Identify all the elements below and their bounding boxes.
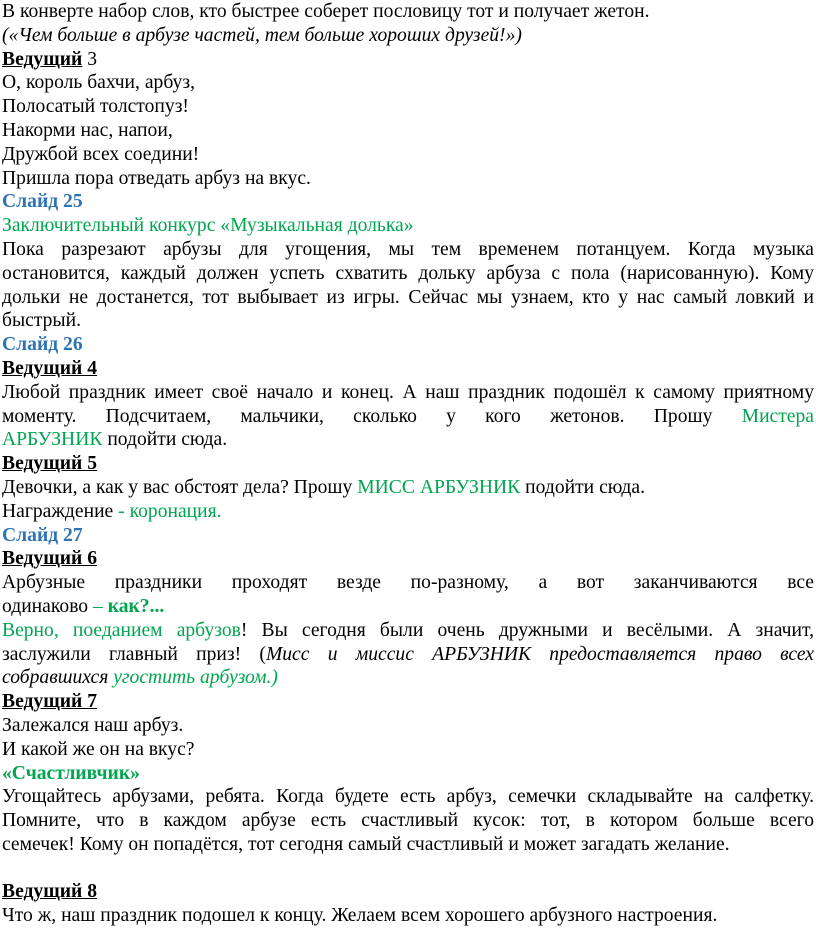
host-7-line-2: И какой же он на вкус? bbox=[2, 738, 195, 760]
eating-highlight: Верно, поеданием арбузов bbox=[2, 619, 241, 641]
poem-line-4: Дружбой всех соедини! bbox=[2, 143, 200, 165]
host-6-line-3 bbox=[2, 619, 814, 643]
lucky-line-3: семечек! Кому он попадётся, тот сегодня самый счастливый и может загадать желание. bbox=[2, 833, 730, 855]
host-5-text-end: подойти сюда. bbox=[520, 476, 645, 498]
how-question: как?... bbox=[107, 595, 165, 617]
host-6-line-5 bbox=[2, 666, 814, 690]
award-label: Награждение bbox=[2, 500, 119, 522]
lucky-heading: «Счастливчик» bbox=[2, 762, 140, 784]
host-6-text: одинаково bbox=[2, 595, 94, 617]
host-7-heading: Ведущий 7 bbox=[2, 691, 98, 713]
slide-26-heading: Слайд 26 bbox=[2, 334, 83, 356]
intro-line: В конверте набор слов, кто быстрее соберет пословицу тот и получает жетон. bbox=[2, 1, 650, 22]
host-7-line-1: Залежался наш арбуз. bbox=[2, 714, 184, 736]
host-6-line-4 bbox=[2, 643, 814, 667]
host-number: 3 bbox=[82, 48, 98, 70]
taste-line: Пришла пора отведать арбуз на вкус. bbox=[2, 167, 311, 189]
coronation-highlight: - коронация. bbox=[118, 500, 222, 522]
miss-arbuznik-highlight: МИСС АРБУЗНИК bbox=[357, 476, 521, 498]
host-4-text-end: подойти сюда. bbox=[102, 429, 228, 451]
host-4-line-1: Любой праздник имеет своё начало и конец. А наш праздник подошёл к самому приятному bbox=[2, 381, 814, 403]
contest-text-line-3: дольки не достанется, тот выбывает из игры. Сейчас мы узнаем, кто у нас самый ловкий и bbox=[2, 286, 814, 308]
host-4-heading: Ведущий 4 bbox=[2, 357, 98, 379]
poem-line-2: Полосатый толстопуз! bbox=[2, 96, 189, 118]
blank-line bbox=[2, 857, 814, 881]
slide-25-heading: Слайд 25 bbox=[2, 191, 83, 213]
arbuznik-highlight: АРБУЗНИК bbox=[2, 429, 103, 451]
award-line bbox=[2, 500, 814, 524]
host-4-line-2 bbox=[2, 405, 814, 429]
host-4-line-3 bbox=[2, 428, 814, 452]
proverb-line: («Чем больше в арбузе частей, тем больше хороших друзей!») bbox=[2, 24, 522, 46]
slide-27-heading: Слайд 27 bbox=[2, 524, 83, 546]
poem-line-3: Накорми нас, напои, bbox=[2, 119, 173, 141]
gathered-italic: собравшихся bbox=[2, 667, 114, 689]
host-6-text-2: ! Вы сегодня были очень дружными и весёлыми. А значит, bbox=[240, 619, 815, 641]
lucky-line-2: Помните, что в каждом арбузе есть счастливый кусок: тот, в котором больше всего bbox=[2, 810, 814, 832]
host-6-line-1: Арбузные праздники проходят везде по-разному, а вот заканчиваются все bbox=[2, 572, 814, 594]
host-5-heading: Ведущий 5 bbox=[2, 453, 98, 475]
host-5-line-1 bbox=[2, 476, 814, 500]
host-8-heading: Ведущий 8 bbox=[2, 881, 98, 903]
prize-italic: Мисс и миссис АРБУЗНИК предоставляется право всех bbox=[265, 643, 814, 665]
dash-highlight: – bbox=[93, 595, 108, 617]
host-4-text: моменту. Подсчитаем, мальчики, сколько у кого жетонов. Прошу bbox=[2, 405, 742, 427]
contest-text-line-4: быстрый. bbox=[2, 310, 81, 332]
mister-highlight: Мистера bbox=[741, 405, 814, 427]
host-6-heading: Ведущий 6 bbox=[2, 548, 98, 570]
host-5-text: Девочки, а как у вас обстоят дела? Прошу bbox=[2, 476, 358, 498]
treat-highlight: угостить арбузом.) bbox=[113, 667, 278, 689]
host-label: Ведущий bbox=[2, 48, 83, 70]
prize-text: заслужили главный приз! ( bbox=[2, 643, 266, 665]
host-6-line-2 bbox=[2, 595, 814, 619]
contest-text-line-1: Пока разрезают арбузы для угощения, мы тем временем потанцуем. Когда музыка bbox=[2, 238, 814, 260]
contest-title: Заключительный конкурс «Музыкальная долька» bbox=[2, 215, 414, 237]
lucky-line-1: Угощайтесь арбузами, ребята. Когда будете есть арбуз, семечки складывайте на салфетку. bbox=[2, 786, 814, 808]
poem-line-1: О, король бахчи, арбуз, bbox=[2, 72, 195, 94]
contest-text-line-2: остановится, каждый должен успеть схватить дольку арбуза с пола (нарисованную). Кому bbox=[2, 262, 814, 284]
final-line: Что ж, наш праздник подошел к концу. Желаем всем хорошего арбузного настроения. bbox=[2, 905, 718, 927]
host-3-heading bbox=[2, 48, 814, 72]
